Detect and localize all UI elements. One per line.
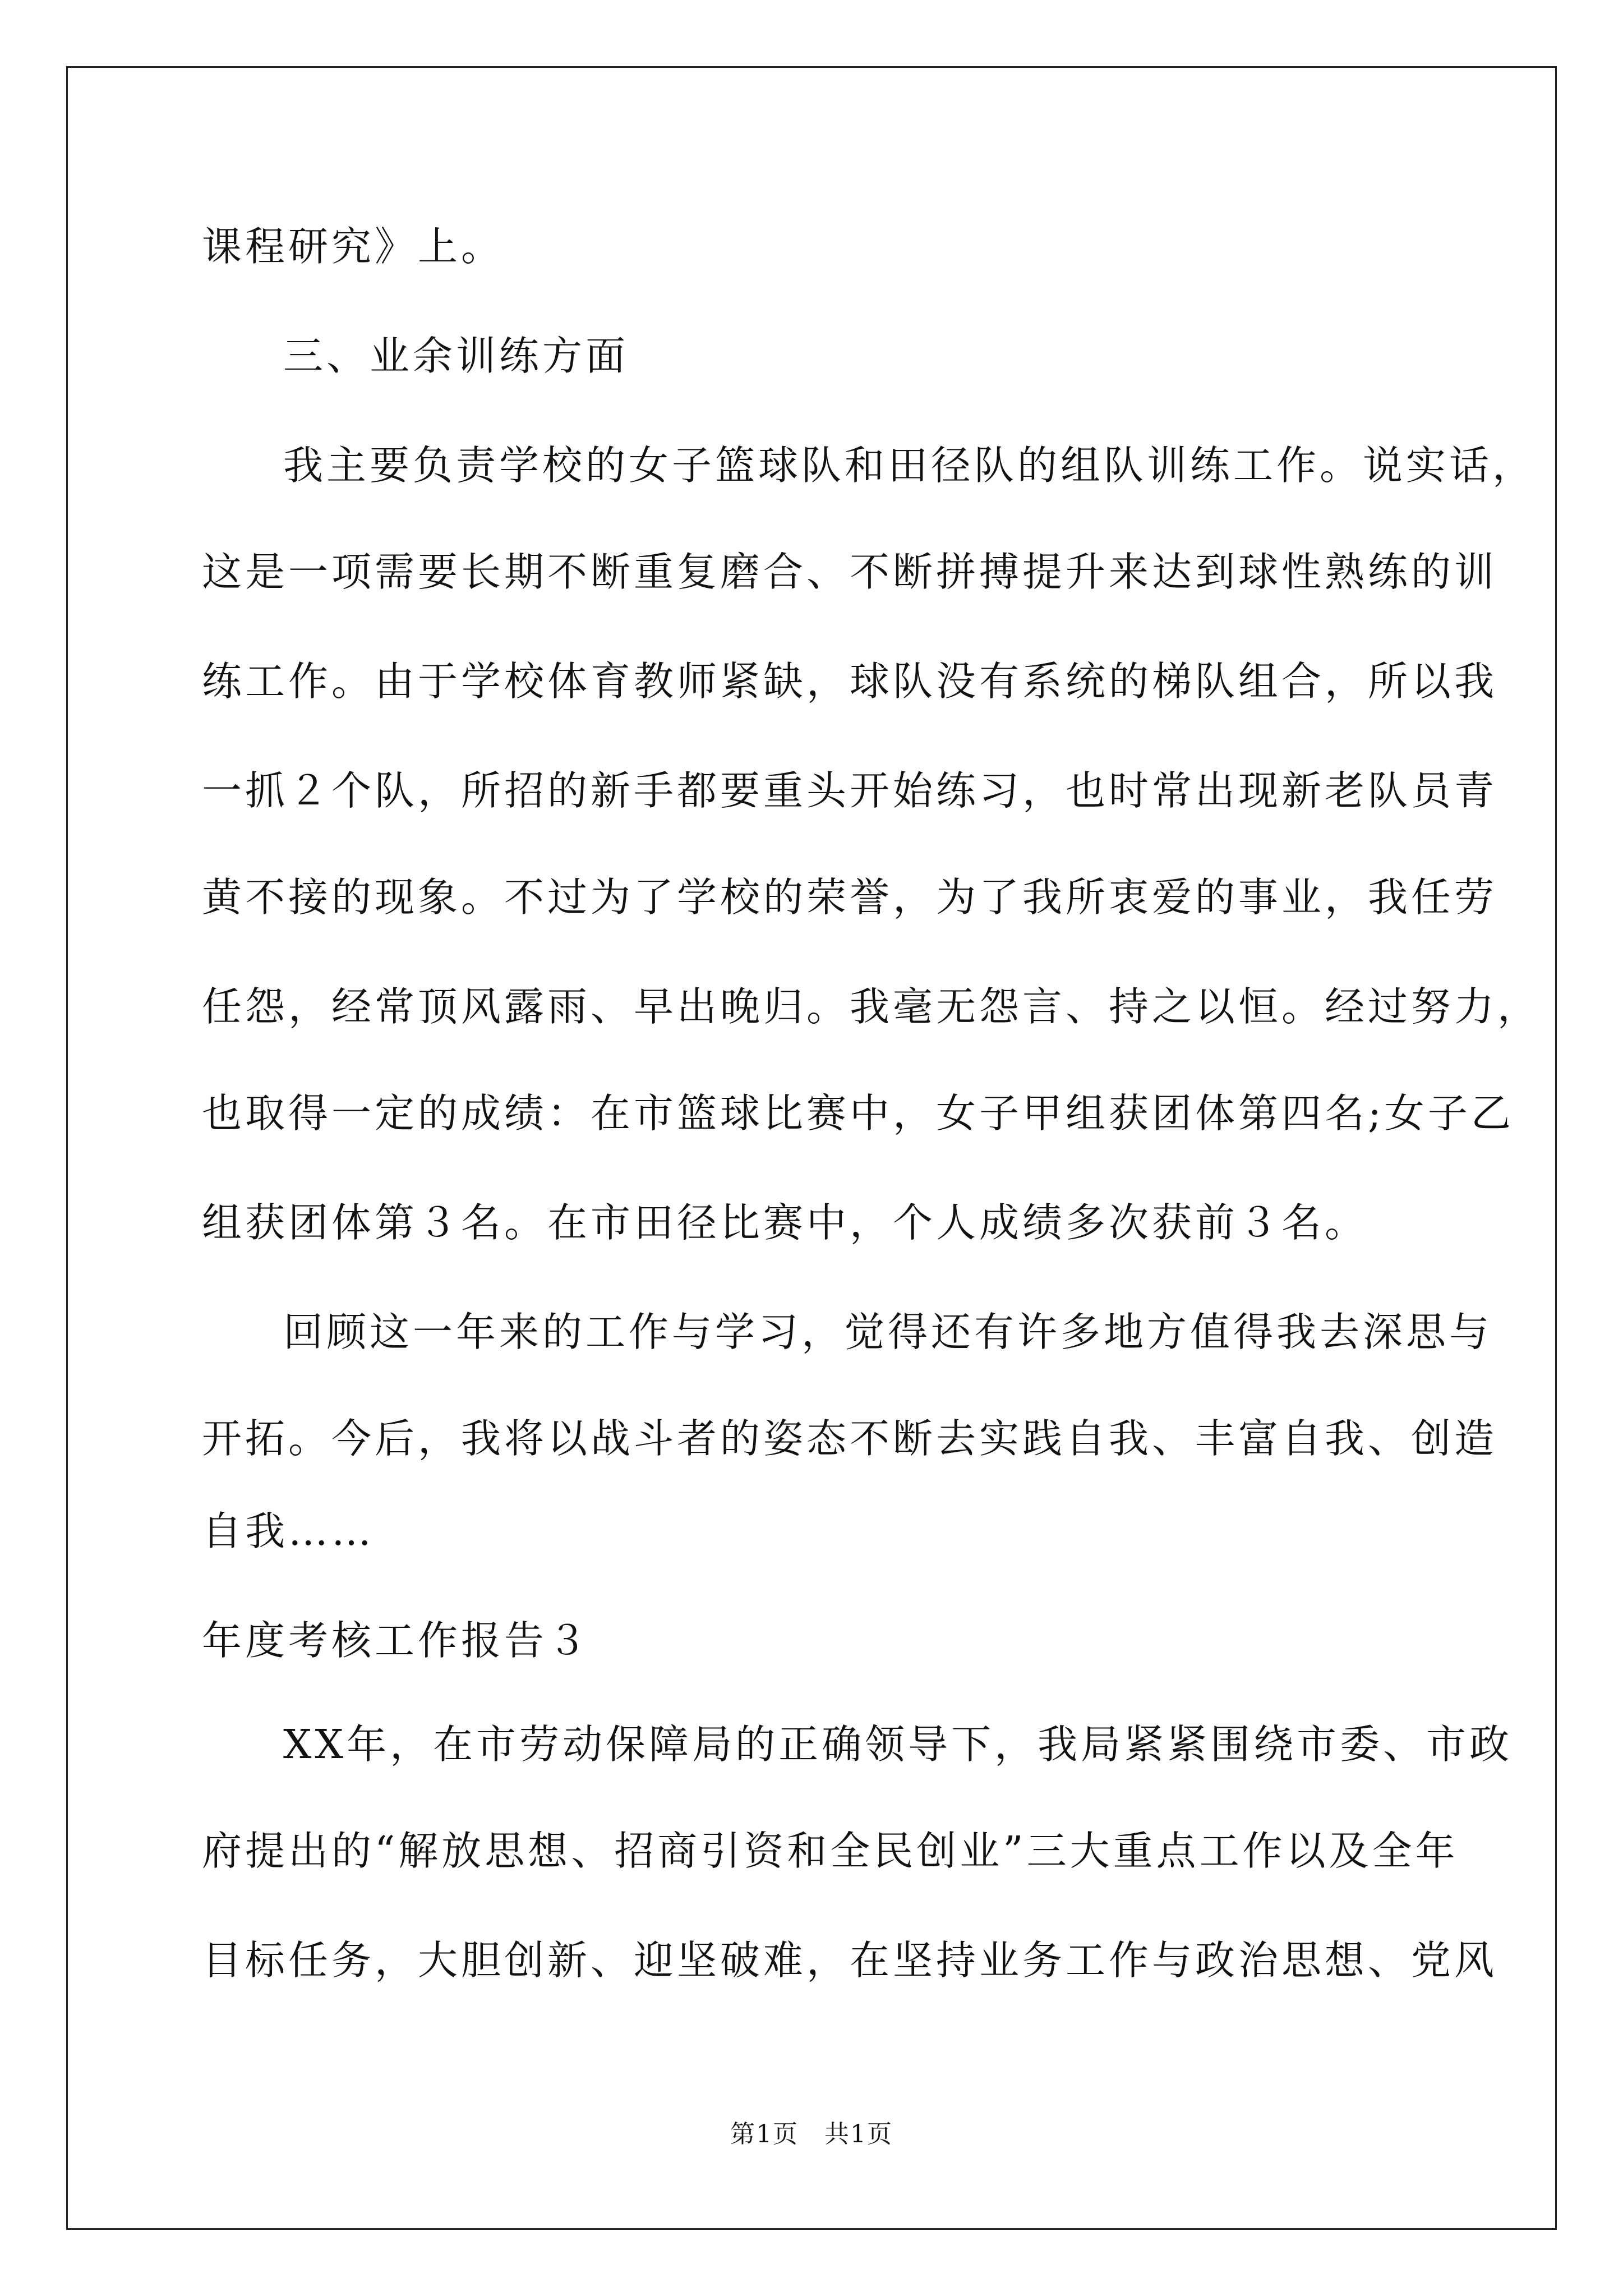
text-line-10: 组获团体第３名。在市田径比赛中，个人成绩多次获前３名。 [202, 1199, 1368, 1246]
text-line-15: XX年，在市劳动保障局的正确领导下，我局紧紧围绕市委、市政 [283, 1721, 1513, 1768]
section-heading: 三、业余训练方面 [283, 333, 629, 379]
text-line-13: 自我…… [202, 1508, 375, 1554]
text-line-16: 府提出的“解放思想、招商引资和全民创业”三大重点工作以及全年 [202, 1828, 1459, 1874]
page-footer: 第1页 共1页 [730, 2120, 893, 2148]
text-line-6: 一抓２个队，所招的新手都要重头开始练习，也时常出现新老队员青 [202, 767, 1498, 814]
text-line-8: 任怨，经常顶风露雨、早出晚归。我毫无怨言、持之以恒。经过努力， [202, 983, 1541, 1030]
text-line-11: 回顾这一年来的工作与学习，觉得还有许多地方值得我去深思与 [283, 1309, 1493, 1355]
text-line-7: 黄不接的现象。不过为了学校的荣誉，为了我所衷爱的事业，我任劳 [202, 874, 1498, 921]
page-border [66, 66, 1557, 2230]
text-line-5: 练工作。由于学校体育教师紧缺，球队没有系统的梯队组合，所以我 [202, 658, 1498, 705]
report-heading: 年度考核工作报告３ [202, 1617, 591, 1664]
text-line-1: 课程研究》上。 [202, 223, 505, 270]
text-line-9: 也取得一定的成绩：在市篮球比赛中，女子甲组获团体第四名;女子乙 [202, 1090, 1514, 1137]
text-line-17: 目标任务，大胆创新、迎坚破难，在坚持业务工作与政治思想、党风 [202, 1937, 1498, 1984]
text-line-4: 这是一项需要长期不断重复磨合、不断拼搏提升来达到球性熟练的训 [202, 549, 1498, 595]
text-line-3: 我主要负责学校的女子篮球队和田径队的组队训练工作。说实话， [283, 442, 1536, 489]
text-line-12: 开拓。今后，我将以战斗者的姿态不断去实践自我、丰富自我、创造 [202, 1415, 1498, 1462]
